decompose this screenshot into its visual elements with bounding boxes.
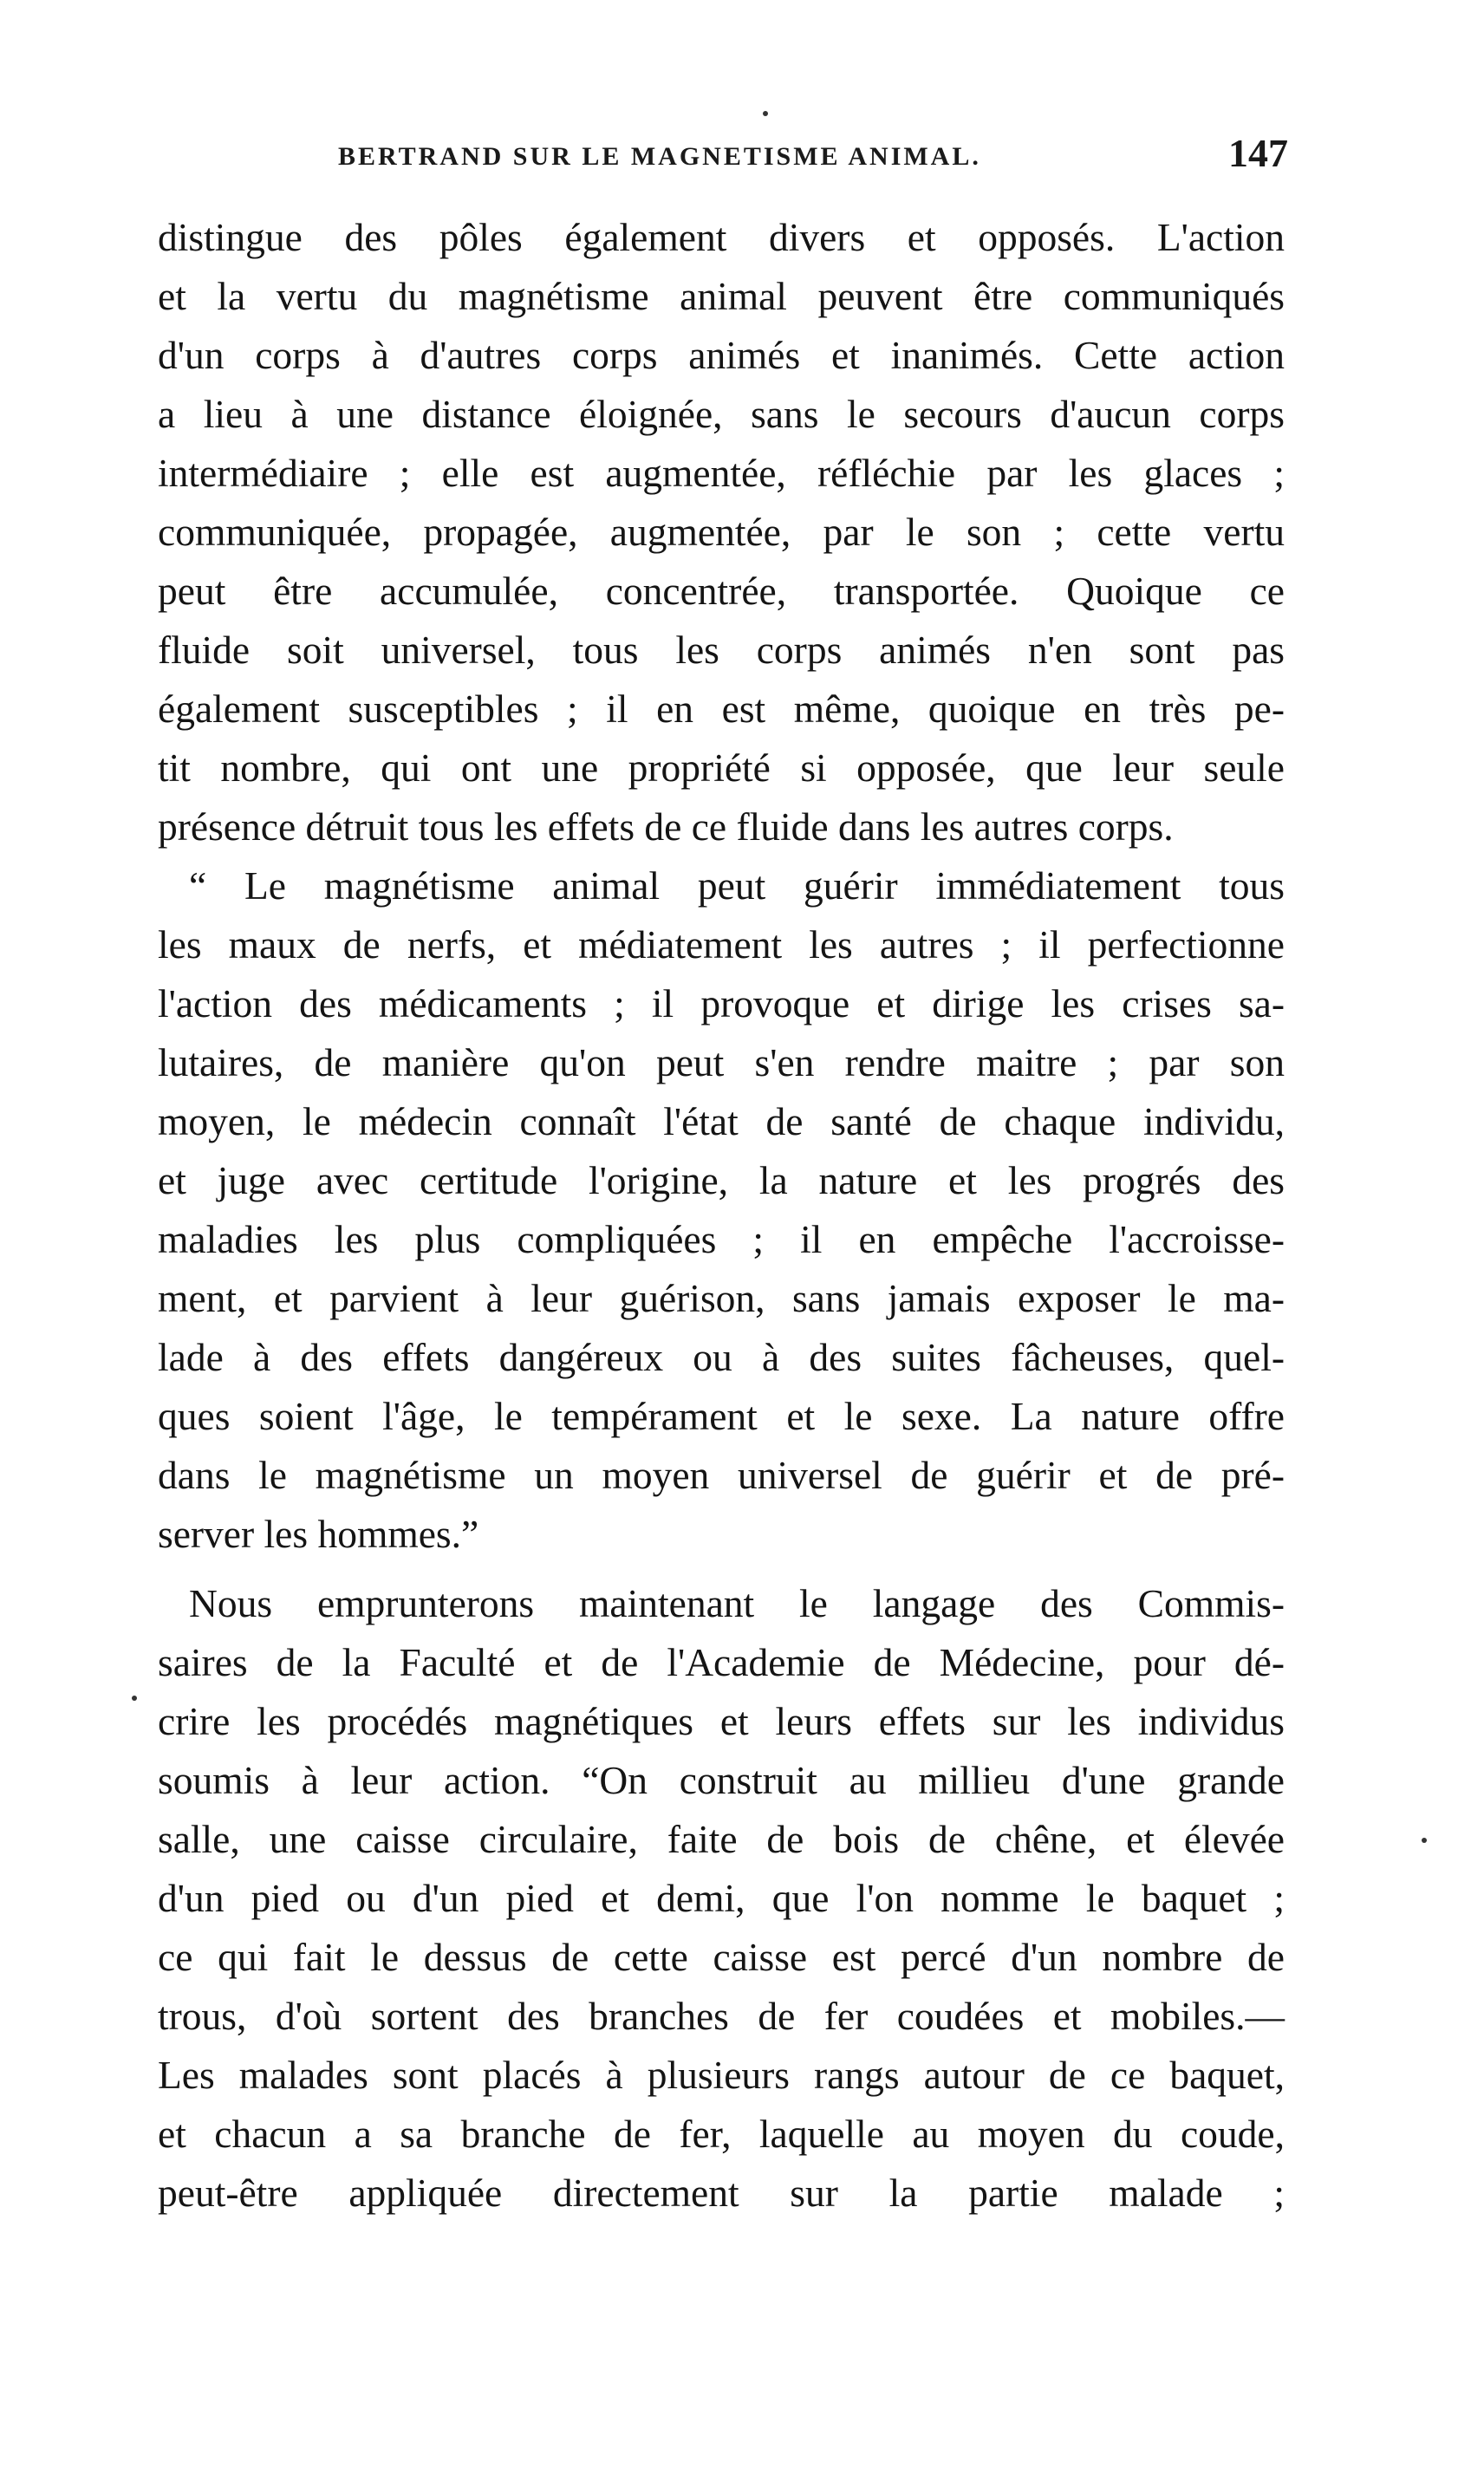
text-line: moyen, le médecin connaît l'état de santé de chaque individu,: [158, 1099, 1285, 1143]
text-line: fluide soit universel, tous les corps animés n'en sont pas: [158, 628, 1285, 672]
text-line: et la vertu du magnétisme animal peuvent être communiqués: [158, 274, 1285, 318]
text-line: ques soient l'âge, le tempérament et le sexe. La nature offre: [158, 1394, 1285, 1438]
text-line: et juge avec certitude l'origine, la nature et les progrés des: [158, 1158, 1285, 1202]
text-line: server les hommes.”: [158, 1512, 479, 1556]
body-text: [158, 208, 1285, 2223]
paragraph-gap: [158, 1564, 1285, 1574]
text-line: ce qui fait le dessus de cette caisse est percé d'un nombre de: [158, 1935, 1285, 1979]
text-line: présence détruit tous les effets de ce fluide dans les autres corps.: [158, 804, 1174, 849]
text-line: soumis à leur action. “On construit au millieu d'une grande: [158, 1758, 1285, 1802]
running-title: BERTRAND SUR LE MAGNETISME ANIMAL.: [338, 142, 981, 171]
text-line: distingue des pôles également divers et opposés. L'action: [158, 215, 1285, 259]
text-line: peut-être appliquée directement sur la partie malade ;: [158, 2171, 1285, 2215]
text-line: tit nombre, qui ont une propriété si opposée, que leur seule: [158, 745, 1285, 790]
text-line: les maux de nerfs, et médiatement les autres ; il perfectionne: [158, 922, 1285, 967]
text-line: peut être accumulée, concentrée, transportée. Quoique ce: [158, 569, 1285, 613]
text-line: salle, une caisse circulaire, faite de bois de chêne, et élevée: [158, 1817, 1285, 1861]
text-line: et chacun a sa branche de fer, laquelle au moyen du coude,: [158, 2112, 1285, 2156]
text-line: “ Le magnétisme animal peut guérir immédiatement tous: [189, 863, 1285, 908]
paragraph-3: [158, 1574, 1285, 2223]
text-line: d'un corps à d'autres corps animés et inanimés. Cette action: [158, 333, 1285, 377]
text-line: lade à des effets dangéreux ou à des suites fâcheuses, quel-: [158, 1335, 1285, 1379]
text-line: également susceptibles ; il en est même, quoique en très pe-: [158, 687, 1285, 731]
print-speck: [132, 1696, 137, 1701]
text-line: crire les procédés magnétiques et leurs effets sur les individus: [158, 1699, 1285, 1743]
paragraph-2: [158, 856, 1285, 1564]
text-line: Nous emprunterons maintenant le langage des Commis-: [189, 1581, 1285, 1625]
paragraph-1: [158, 208, 1285, 856]
text-line: saires de la Faculté et de l'Academie de Médecine, pour dé-: [158, 1640, 1285, 1684]
text-line: lutaires, de manière qu'on peut s'en rendre maitre ; par son: [158, 1040, 1285, 1084]
running-head: [156, 127, 1300, 179]
text-line: trous, d'où sortent des branches de fer coudées et mobiles.—: [158, 1994, 1285, 2038]
text-line: Les malades sont placés à plusieurs rangs autour de ce baquet,: [158, 2053, 1285, 2097]
text-line: communiquée, propagée, augmentée, par le son ; cette vertu: [158, 510, 1285, 554]
text-line: intermédiaire ; elle est augmentée, réfléchie par les glaces ;: [158, 451, 1285, 495]
print-speck: [1422, 1838, 1427, 1843]
text-line: a lieu à une distance éloignée, sans le secours d'aucun corps: [158, 392, 1285, 436]
text-line: dans le magnétisme un moyen universel de guérir et de pré-: [158, 1453, 1285, 1497]
print-speck: [763, 111, 768, 116]
text-line: ment, et parvient à leur guérison, sans jamais exposer le ma-: [158, 1276, 1285, 1320]
text-line: l'action des médicaments ; il provoque et dirige les crises sa-: [158, 981, 1285, 1025]
text-line: d'un pied ou d'un pied et demi, que l'on nomme le baquet ;: [158, 1876, 1285, 1920]
text-line: maladies les plus compliquées ; il en empêche l'accroisse-: [158, 1217, 1285, 1261]
page-number: 147: [1228, 131, 1288, 175]
